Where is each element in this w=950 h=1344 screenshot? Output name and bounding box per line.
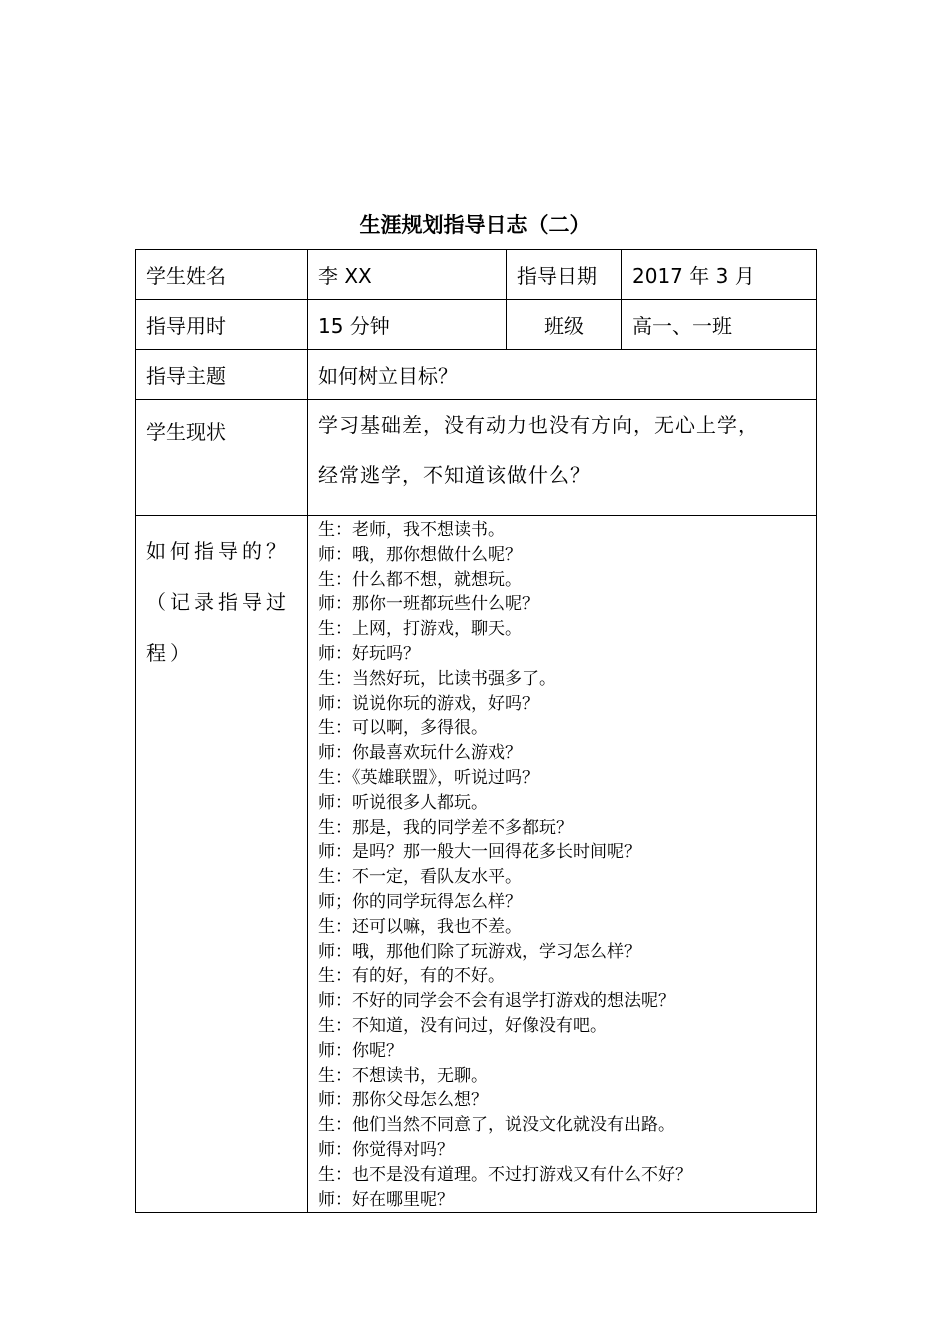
guidance-label (136, 516, 308, 1213)
dialogue-line: 师：好玩吗？ (318, 643, 420, 664)
dialogue-line: 生：老师，我不想读书。 (318, 520, 505, 540)
dialogue-line: 生：可以啊，多得很。 (318, 718, 488, 739)
topic-label: 指导主题 (136, 350, 308, 400)
dialogue-line: 师：你最喜欢玩什么游戏？ (318, 743, 522, 764)
class-value: 高一、一班 (622, 300, 817, 350)
status-line: 经常逃学，不知道该做什么？ (318, 463, 591, 487)
guidance-label-line: （记录指导过 (146, 590, 290, 614)
dialogue-line: 生：那是，我的同学差不多都玩？ (318, 817, 573, 838)
dialogue-line: 生：不想读书，无聊。 (318, 1065, 488, 1086)
student-name-label: 学生姓名 (136, 250, 308, 300)
dialogue-line: 生：《英雄联盟》，听说过吗？ (318, 767, 539, 788)
status-line: 学习基础差，没有动力也没有方向，无心上学， (318, 413, 759, 437)
dialogue-line: 师：你呢？ (318, 1040, 403, 1061)
dialogue-line: 师：说说你玩的游戏，好吗？ (318, 693, 539, 714)
dialogue-line: 师：不好的同学会不会有退学打游戏的想法呢？ (318, 991, 675, 1012)
dialogue-line: 生：他们当然不同意了，说没文化就没有出路。 (318, 1115, 675, 1136)
row-duration (136, 300, 817, 350)
dialogue-line: 师：哦，那他们除了玩游戏，学习怎么样？ (318, 941, 641, 962)
duration-label: 指导用时 (136, 300, 308, 350)
dialogue-line: 师：那你一班都玩些什么呢？ (318, 594, 539, 615)
dialogue-line: 师：是吗？那一般大一回得花多长时间呢？ (318, 842, 641, 863)
dialogue-line: 师：你觉得对吗？ (318, 1139, 454, 1160)
dialogue-line: 师：那你父母怎么想？ (318, 1090, 488, 1111)
dialogue-line: 生：也不是没有道理。不过打游戏又有什么不好？ (318, 1164, 692, 1185)
dialogue-line: 生：不知道，没有问过，好像没有吧。 (318, 1015, 607, 1036)
guidance-label-line: 如何指导的？ (146, 539, 290, 563)
guidance-log-table (135, 249, 817, 1213)
duration-value: 15 分钟 (308, 300, 507, 350)
dialogue-line: 生：不一定，看队友水平。 (318, 867, 522, 888)
dialogue-line: 生：什么都不想，就想玩。 (318, 569, 522, 590)
row-topic (136, 350, 817, 400)
date-label: 指导日期 (507, 250, 622, 300)
dialogue-line: 师：听说很多人都玩。 (318, 792, 488, 813)
class-label: 班级 (507, 300, 622, 350)
status-value (308, 400, 817, 516)
dialogue-line: 生：有的好，有的不好。 (318, 966, 505, 987)
row-status (136, 400, 817, 516)
dialogue-line: 生：还可以嘛，我也不差。 (318, 916, 522, 937)
dialogue-line: 生：上网，打游戏，聊天。 (318, 619, 522, 640)
row-guidance (136, 516, 817, 1213)
dialogue-line: 生：当然好玩，比读书强多了。 (318, 668, 556, 689)
student-name-value: 李 XX (308, 250, 507, 300)
dialogue-line: 师：好在哪里呢？ (318, 1189, 454, 1210)
dialogue-line: 师：哦，那你想做什么呢？ (318, 544, 522, 565)
dialogue-line: 师；你的同学玩得怎么样？ (318, 891, 522, 912)
date-value: 2017 年 3 月 (622, 250, 817, 300)
topic-value: 如何树立目标？ (308, 350, 817, 400)
row-student-name (136, 250, 817, 300)
status-label: 学生现状 (136, 400, 308, 516)
page-title: 生涯规划指导日志（二） (359, 213, 591, 237)
guidance-label-line: 程） (146, 641, 194, 665)
dialogue-record (308, 516, 817, 1213)
